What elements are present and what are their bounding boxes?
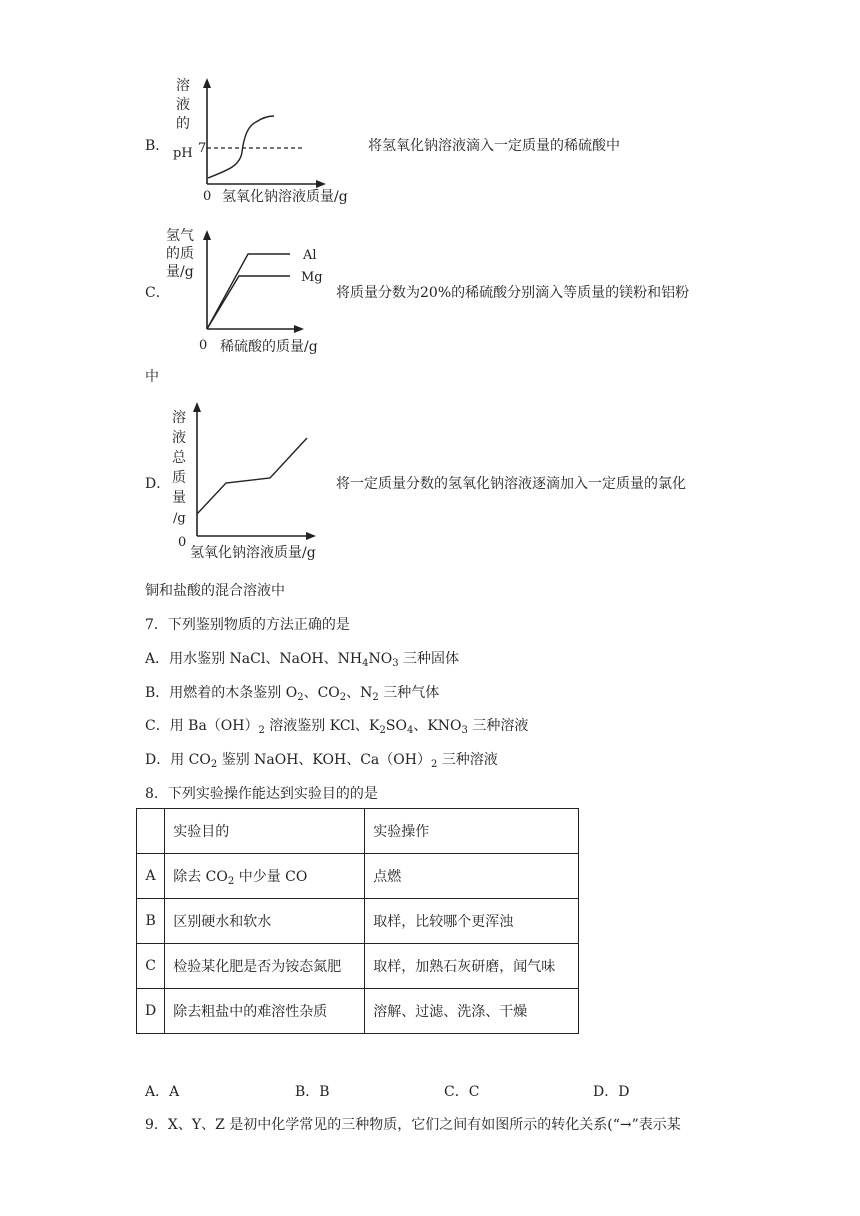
table-row-key: C bbox=[137, 944, 165, 989]
q9-stem: 9．X、Y、Z 是初中化学常见的三种物质，它们之间有如图所示的转化关系(“→”表示某 bbox=[145, 1117, 681, 1133]
fig-c-xlabel: 稀硫酸的质量/g bbox=[220, 339, 318, 355]
q8-option-a: A．A bbox=[145, 1084, 180, 1100]
q7-option-d: D．用 $CO_2$ 鉴别 NaOH、KOH、$Ca(OH)_2$ 三种溶液 bbox=[145, 752, 498, 770]
fig-d-ylabel-1: 溶 bbox=[172, 410, 186, 426]
q8-option-d: D．D bbox=[593, 1084, 630, 1100]
fig-d-origin: 0 bbox=[178, 535, 187, 550]
option-b-label: B． bbox=[145, 138, 170, 154]
fig-b-ylabel-2: 液 bbox=[176, 97, 190, 113]
option-c-text: 将质量分数为20%的稀硫酸分别滴入等质量的镁粉和铝粉 bbox=[336, 285, 690, 301]
table-row bbox=[137, 989, 579, 1034]
fig-b-tick-7: 7 bbox=[198, 141, 207, 156]
fig-c-series-al: Al bbox=[303, 248, 317, 263]
q8-option-b: B．B bbox=[295, 1084, 330, 1100]
fig-c-series-mg: Mg bbox=[301, 270, 323, 285]
fig-d-ylabel-4: 质 bbox=[172, 470, 186, 486]
q8-option-c: C．C bbox=[444, 1084, 480, 1100]
table-row-purpose: 检验某化肥是否为铵态氮肥 bbox=[165, 944, 365, 989]
q7-option-c: C．用 $Ba(OH)_2$ 溶液鉴别 KCl、$K_2SO_4$、$KNO_3$ 三种溶液 bbox=[145, 718, 529, 736]
fig-b-origin: 0 bbox=[203, 189, 212, 204]
fig-b-ylabel-3: 的 bbox=[176, 116, 190, 132]
table-row-purpose: 除去粗盐中的难溶性杂质 bbox=[165, 989, 365, 1034]
figure-c-hydrogen bbox=[164, 224, 339, 359]
table-row-key: A bbox=[137, 854, 165, 899]
q7-option-a: A．用水鉴别 NaCl、NaOH、$NH_4NO_3$ 三种固体 bbox=[145, 651, 460, 669]
table-row bbox=[137, 944, 579, 989]
option-c-label: C． bbox=[145, 285, 170, 301]
option-d-label: D． bbox=[145, 476, 171, 492]
fig-d-ylabel-2: 液 bbox=[172, 430, 186, 446]
figure-b-ph-curve bbox=[170, 74, 370, 209]
figure-d-total-mass bbox=[166, 396, 341, 566]
option-d-text-cont: 铜和盐酸的混合溶液中 bbox=[145, 583, 285, 599]
fig-d-ylabel-3: 总 bbox=[172, 450, 186, 466]
option-c-text-cont: 中 bbox=[145, 369, 159, 385]
table-row bbox=[137, 854, 579, 899]
table-header-operation: 实验操作 bbox=[365, 809, 579, 854]
table-row-operation: 溶解、过滤、洗涤、干燥 bbox=[365, 989, 579, 1034]
option-b-text: 将氢氧化钠溶液滴入一定质量的稀硫酸中 bbox=[368, 138, 620, 154]
table-header-key bbox=[137, 809, 165, 854]
fig-d-ylabel-6: /g bbox=[173, 511, 186, 526]
option-d-text: 将一定质量分数的氢氧化钠溶液逐滴加入一定质量的氯化 bbox=[336, 476, 686, 492]
table-row-operation: 取样，加熟石灰研磨，闻气味 bbox=[365, 944, 579, 989]
table-header-row bbox=[137, 809, 579, 854]
fig-b-ylabel-1: 溶 bbox=[176, 78, 190, 94]
table-row-key: B bbox=[137, 899, 165, 944]
fig-c-ylabel-1: 氢气 bbox=[166, 228, 194, 244]
q8-table bbox=[136, 808, 579, 1034]
q7-stem: 7．下列鉴别物质的方法正确的是 bbox=[145, 617, 350, 633]
table-row-operation: 点燃 bbox=[365, 854, 579, 899]
table-row-purpose: 除去 $CO_2$ 中少量 CO bbox=[165, 854, 365, 899]
table-row-operation: 取样，比较哪个更浑浊 bbox=[365, 899, 579, 944]
fig-c-ylabel-2: 的质 bbox=[166, 246, 194, 262]
table-row bbox=[137, 899, 579, 944]
fig-b-xlabel: 氢氧化钠溶液质量/g bbox=[222, 189, 348, 205]
fig-d-ylabel-5: 量 bbox=[172, 490, 186, 506]
fig-c-ylabel-3: 量/g bbox=[166, 264, 194, 280]
fig-d-xlabel: 氢氧化钠溶液质量/g bbox=[190, 545, 316, 561]
q8-stem: 8．下列实验操作能达到实验目的的是 bbox=[145, 786, 378, 802]
table-row-purpose: 区别硬水和软水 bbox=[165, 899, 365, 944]
q7-option-b: B．用燃着的木条鉴别 $O_2$、$CO_2$、$N_2$ 三种气体 bbox=[145, 685, 440, 703]
fig-b-ylabel-4: pH bbox=[173, 146, 193, 161]
fig-c-origin: 0 bbox=[199, 338, 208, 353]
table-row-key: D bbox=[137, 989, 165, 1034]
table-header-purpose: 实验目的 bbox=[165, 809, 365, 854]
